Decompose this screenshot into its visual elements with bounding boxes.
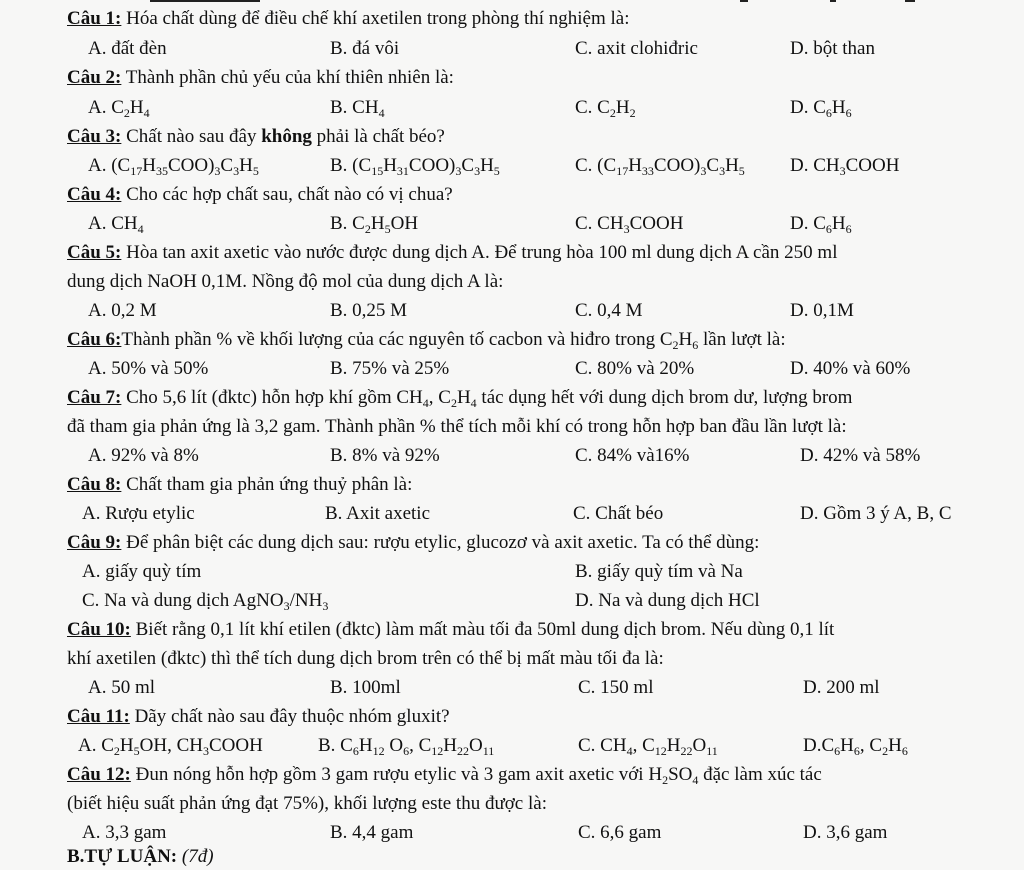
option-b[interactable]: B. $C_2H_5OH$ [330, 213, 419, 236]
question-9-options-ab [0, 561, 1024, 587]
question-11: Câu 11: Dãy chất nào sau đây thuộc nhóm gluxit? [67, 706, 450, 727]
option-c[interactable]: C. 84% và16% [575, 445, 690, 466]
question-5-options [0, 300, 1024, 326]
question-3: Câu 3: Chất nào sau đây không phải là chất béo? [67, 126, 445, 147]
question-1-options [0, 38, 1024, 64]
option-d[interactable]: D. Gồm 3 ý A, B, C [800, 503, 952, 524]
option-b[interactable]: B. 0,25 M [330, 300, 408, 321]
question-10-cont: khí axetilen (đktc) thì thể tích dung dịch brom trên có thể bị mất màu tối đa là: [67, 648, 664, 669]
option-c[interactable]: C. axit clohiđric [575, 38, 698, 59]
section-heading: B.TỰ LUẬN: (7đ) [67, 846, 214, 867]
question-5: Câu 5: Hòa tan axit axetic vào nước được dung dịch A. Để trung hòa 100 ml dung dịch A cần 250 ml [67, 242, 838, 263]
question-8: Câu 8: Chất tham gia phản ứng thuỷ phân là: [67, 474, 413, 495]
option-d[interactable]: D. $C_6H_6$ [790, 97, 852, 120]
option-b[interactable]: B. $CH_4$ [330, 97, 385, 120]
option-d[interactable]: D. 40% và 60% [790, 358, 911, 379]
option-d[interactable]: D. $C_6H_6$ [790, 213, 852, 236]
top-rule [740, 0, 748, 2]
question-7: Câu 7: Cho 5,6 lít (đktc) hỗn hợp khí gồm $CH_4$, $C_2H_4$ tác dụng hết với dung dịch brom dư, lượng brom [67, 387, 853, 410]
question-10-options [0, 677, 1024, 703]
option-a[interactable]: A. đất đèn [88, 38, 167, 59]
option-d[interactable]: D. 0,1M [790, 300, 854, 321]
question-9: Câu 9: Để phân biệt các dung dịch sau: rượu etylic, glucozơ và axit axetic. Ta có thể dùng: [67, 532, 760, 553]
option-b[interactable]: B. giấy quỳ tím và Na [575, 561, 743, 582]
option-a[interactable]: A. $CH_4$ [88, 213, 144, 236]
option-c[interactable]: C. $(C_{17}H_{33}COO)_3C_3H_5$ [575, 155, 745, 178]
option-a[interactable]: A. 50 ml [88, 677, 156, 698]
option-d[interactable]: D. 3,6 gam [803, 822, 888, 843]
question-3-options [0, 155, 1024, 181]
option-b[interactable]: B. 8% và 92% [330, 445, 440, 466]
option-d[interactable]: D. bột than [790, 38, 875, 59]
option-a[interactable]: A. 50% và 50% [88, 358, 209, 379]
question-6-options [0, 358, 1024, 384]
question-12: Câu 12: Đun nóng hỗn hợp gồm 3 gam rượu etylic và 3 gam axit axetic với $H_2SO_4$ đặc làm xúc tác [67, 764, 822, 787]
option-d[interactable]: D. $CH_3COOH$ [790, 155, 900, 178]
option-c[interactable]: C. $CH_3COOH$ [575, 213, 684, 236]
option-b[interactable]: B. Axit axetic [325, 503, 431, 524]
option-a[interactable]: A. 0,2 M [88, 300, 157, 321]
question-12-options [0, 822, 1024, 848]
option-c[interactable]: C. 0,4 M [575, 300, 643, 321]
option-b[interactable]: B. 4,4 gam [330, 822, 414, 843]
option-d[interactable]: D. Na và dung dịch HCl [575, 590, 760, 611]
option-c[interactable]: C. $C_2H_2$ [575, 97, 636, 120]
question-7-options [0, 445, 1024, 471]
question-2-options [0, 97, 1024, 123]
top-rule [830, 0, 836, 2]
option-b[interactable]: B. 75% và 25% [330, 358, 450, 379]
option-c[interactable]: C. 150 ml [578, 677, 654, 698]
question-5-cont: dung dịch NaOH 0,1M. Nồng độ mol của dung dịch A là: [67, 271, 504, 292]
option-c[interactable]: C. Chất béo [573, 503, 664, 524]
option-b[interactable]: B. đá vôi [330, 38, 400, 59]
option-b[interactable]: B. $C_6H_{12}$ $O_6$, $C_{12}H_{22}O_{11}$ [318, 735, 495, 758]
question-4-options [0, 213, 1024, 239]
option-c[interactable]: C. 80% và 20% [575, 358, 695, 379]
question-2: Câu 2: Thành phần chủ yếu của khí thiên nhiên là: [67, 67, 454, 88]
question-1: Câu 1: Hóa chất dùng để điều chế khí axetilen trong phòng thí nghiệm là: [67, 8, 630, 29]
question-11-options [0, 735, 1024, 761]
option-a[interactable]: A. 3,3 gam [82, 822, 167, 843]
option-a[interactable]: A. $C_2H_4$ [88, 97, 150, 120]
option-d[interactable]: D. 200 ml [803, 677, 880, 698]
question-4: Câu 4: Cho các hợp chất sau, chất nào có vị chua? [67, 184, 453, 205]
top-rule [905, 0, 915, 2]
option-c[interactable]: C. Na và dung dịch $AgNO_3/NH_3$ [82, 590, 329, 613]
question-8-options [0, 503, 1024, 529]
question-7-cont: đã tham gia phản ứng là 3,2 gam. Thành phần % thể tích mỗi khí có trong hỗn hợp ban đầu lần lượt là: [67, 416, 847, 437]
option-d[interactable]: D. 42% và 58% [800, 445, 921, 466]
option-c[interactable]: C. 6,6 gam [578, 822, 662, 843]
question-10: Câu 10: Biết rằng 0,1 lít khí etilen (đktc) làm mất màu tối đa 50ml dung dịch brom. Nếu dùng 0,1 lít [67, 619, 835, 640]
option-a[interactable]: A. $C_2H_5OH$, $CH_3COOH$ [78, 735, 263, 758]
question-9-options-cd [0, 590, 1024, 616]
option-b[interactable]: B. $(C_{15}H_{31}COO)_3C_3H_5$ [330, 155, 500, 178]
question-12-cont: (biết hiệu suất phản ứng đạt 75%), khối lượng este thu được là: [67, 793, 547, 814]
option-d[interactable]: $D.C_6H_6$, $C_2H_6$ [803, 735, 908, 758]
top-rule [150, 0, 260, 2]
option-a[interactable]: A. 92% và 8% [88, 445, 199, 466]
option-a[interactable]: A. Rượu etylic [82, 503, 195, 524]
option-c[interactable]: C. $CH_4$, $C_{12}H_{22}O_{11}$ [578, 735, 718, 758]
option-b[interactable]: B. 100ml [330, 677, 401, 698]
option-a[interactable]: A. $(C_{17}H_{35}COO)_3C_3H_5$ [88, 155, 259, 178]
option-a[interactable]: A. giấy quỳ tím [82, 561, 202, 582]
question-6: Câu 6:Thành phần % về khối lượng của các nguyên tố cacbon và hiđro trong $C_2H_6$ lần lượt là: [67, 329, 786, 352]
